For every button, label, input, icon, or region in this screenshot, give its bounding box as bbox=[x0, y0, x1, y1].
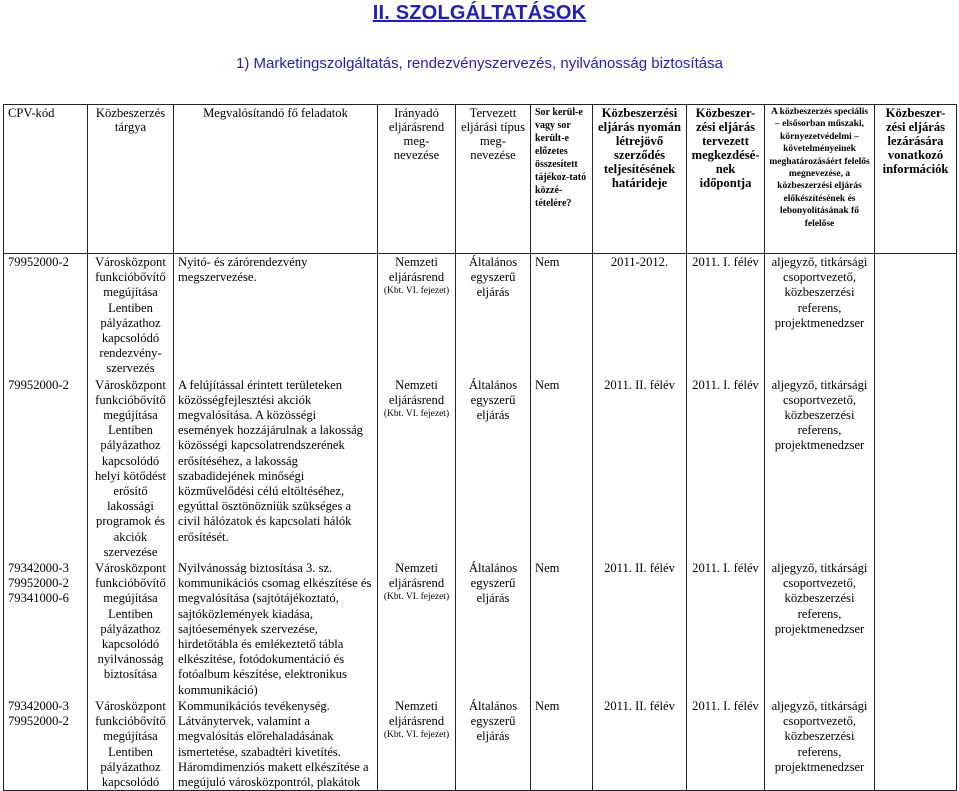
procedure-name: Nemzeti eljárásrend bbox=[388, 561, 445, 591]
table-row bbox=[4, 560, 957, 698]
cell-cpv: 79342000-3 79952000-2 bbox=[4, 698, 88, 791]
section-subtitle: 1) Marketingszolgáltatás, rendezvényszervezés, nyilvánosság biztosítása bbox=[236, 55, 723, 72]
cell-procedure bbox=[378, 254, 456, 377]
cell-tasks: Kommunikációs tevékenység. Látványtervek, valamint a megvalósítás előrehaladásának ismertetése, szabadtéri kivetítés. Háromdimenziós makett elkészítése a megújuló városközpontról, plakátok bbox=[174, 698, 378, 791]
cell-procedure bbox=[378, 698, 456, 791]
cell-closing bbox=[875, 254, 957, 377]
cell-subject: Városközpont funkcióbővítő megújítása Lentiben pályázathoz kapcsolódó bbox=[88, 698, 174, 791]
header-prior: Sor kerül-e vagy sor került-e előzetes összesített tájékoz-tató közzé-tételére? bbox=[531, 105, 593, 254]
procedure-note: (Kbt. VI. fejezet) bbox=[383, 592, 450, 603]
cell-subject: Városközpont funkcióbővítő megújítása Lentiben pályázathoz kapcsolódó helyi kötődést erősítő lakossági programok és akciók szervezése bbox=[88, 377, 174, 560]
cell-planned-type: Általános egyszerű eljárás bbox=[456, 560, 531, 698]
header-cpv: CPV-kód bbox=[4, 105, 88, 254]
cell-tasks: A felújítással érintett területeken közösségfejlesztési akciók megvalósítása. A közösségi események hozzájárulnak a lakosság közösségi kapcsolatrendszerének erősítéséhez, a lakosság szabadidejének minőségi közművelődési célú eltöltéséhez, egyúttal ösztönözniük szükséges a civil hálózatok és kapcsolati hálók erősítését. bbox=[174, 377, 378, 560]
header-responsible: A közbeszerzés speciális – elsősorban műszaki, környezetvédelmi – követelményeinek meghatározásáért felelős megnevezése, a közbeszerzési eljárás előkészítésének és lebonyolításának fő felelőse bbox=[765, 105, 875, 254]
cell-start: 2011. I. félév bbox=[687, 254, 765, 377]
cell-responsible: aljegyző, titkársági csoportvezető, közbeszerzési referens, projektmenedzser bbox=[765, 560, 875, 698]
cell-closing bbox=[875, 698, 957, 791]
cell-tasks: Nyilvánosság biztosítása 3. sz. kommunikációs csomag elkészítése és megvalósítása (sajtótájékoztató, sajtóközlemények kiadása, sajtóesemények szervezése, hirdetőtábla és emlékeztető tábla elkészítése, fotódokumentáció és fotóalbum készítése, elektronikus kommunikáció) bbox=[174, 560, 378, 698]
cell-cpv: 79952000-2 bbox=[4, 254, 88, 377]
cell-prior: Nem bbox=[531, 254, 593, 377]
procedure-note: (Kbt. VI. fejezet) bbox=[383, 286, 450, 297]
cell-start: 2011. I. félév bbox=[687, 698, 765, 791]
cell-subject: Városközpont funkcióbővítő megújítása Lentiben pályázathoz kapcsolódó rendezvény-szervezés bbox=[88, 254, 174, 377]
cell-procedure bbox=[378, 560, 456, 698]
procedure-note: (Kbt. VI. fejezet) bbox=[383, 730, 450, 741]
header-deadline: Közbeszerzési eljárás nyomán létrejövő szerződés teljesítésének határideje bbox=[593, 105, 687, 254]
cell-subject: Városközpont funkcióbővítő megújítása Lentiben pályázathoz kapcsolódó nyilvánosság biztosítása bbox=[88, 560, 174, 698]
cell-start: 2011. I. félév bbox=[687, 560, 765, 698]
cell-closing bbox=[875, 560, 957, 698]
procedure-name: Nemzeti eljárásrend bbox=[388, 255, 445, 285]
cell-start: 2011. I. félév bbox=[687, 377, 765, 560]
cell-responsible: aljegyző, titkársági csoportvezető, közbeszerzési referens, projektmenedzser bbox=[765, 698, 875, 791]
header-procedure: Irányadó eljárásrend meg-nevezése bbox=[378, 105, 456, 254]
table-row bbox=[4, 698, 957, 791]
header-subject: Közbeszerzés tárgya bbox=[88, 105, 174, 254]
cell-deadline: 2011. II. félév bbox=[593, 560, 687, 698]
procedure-name: Nemzeti eljárásrend bbox=[388, 698, 445, 729]
cell-responsible: aljegyző, titkársági csoportvezető, közbeszerzési referens, projektmenedzser bbox=[765, 254, 875, 377]
procurement-table bbox=[3, 104, 957, 791]
cell-deadline: 2011. II. félév bbox=[593, 698, 687, 791]
header-closing: Közbeszer-zési eljárás lezárására vonatkozó információk bbox=[875, 105, 957, 254]
cell-deadline: 2011. II. félév bbox=[593, 377, 687, 560]
cell-prior: Nem bbox=[531, 377, 593, 560]
cell-prior: Nem bbox=[531, 698, 593, 791]
cell-planned-type: Általános egyszerű eljárás bbox=[456, 698, 531, 791]
table-header-row bbox=[4, 105, 957, 254]
procedure-name: Nemzeti eljárásrend bbox=[388, 377, 445, 407]
table-row bbox=[4, 254, 957, 377]
cell-responsible: aljegyző, titkársági csoportvezető, közbeszerzési referens, projektmenedzser bbox=[765, 377, 875, 560]
cell-deadline: 2011-2012. bbox=[593, 254, 687, 377]
procedure-note: (Kbt. VI. fejezet) bbox=[383, 409, 450, 420]
page-title: II. SZOLGÁLTATÁSOK bbox=[372, 2, 587, 24]
cell-planned-type: Általános egyszerű eljárás bbox=[456, 377, 531, 560]
cell-cpv: 79952000-2 bbox=[4, 377, 88, 560]
cell-planned-type: Általános egyszerű eljárás bbox=[456, 254, 531, 377]
cell-closing bbox=[875, 377, 957, 560]
header-planned-type: Tervezett eljárási típus meg-nevezése bbox=[456, 105, 531, 254]
header-tasks: Megvalósítandó fő feladatok bbox=[174, 105, 378, 254]
cell-tasks: Nyitó- és zárórendezvény megszervezése. bbox=[174, 254, 378, 377]
cell-cpv: 79342000-3 79952000-2 79341000-6 bbox=[4, 560, 88, 698]
cell-prior: Nem bbox=[531, 560, 593, 698]
table-row bbox=[4, 377, 957, 560]
header-start: Közbeszer-zési eljárás tervezett megkezdésé-nek időpontja bbox=[687, 105, 765, 254]
cell-procedure bbox=[378, 377, 456, 560]
